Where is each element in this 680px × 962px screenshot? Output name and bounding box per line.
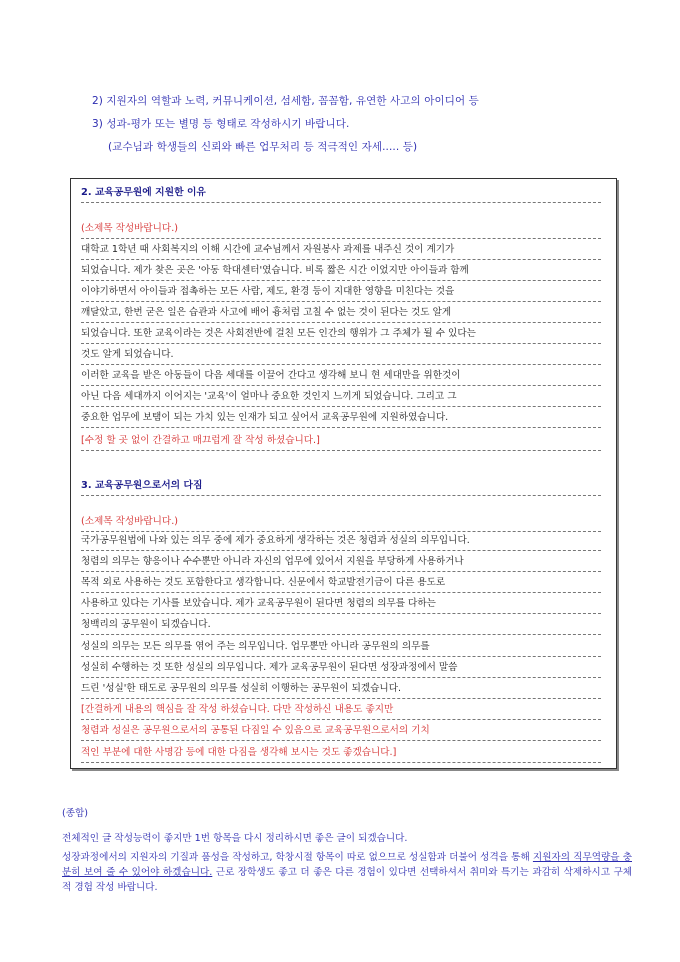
- section-2-line: 되었습니다. 제가 찾은 곳은 '아동 학대센터'였습니다. 비록 짧은 시간 이었지만 아이들과 함께: [81, 261, 601, 281]
- summary-text: 근로 장학생도 좋고 더 좋은 다른 경험이 있다면 선택하셔서 취미와 특기는 과감히 삭제하시고 구체적 경험 작성 바랍니다.: [62, 867, 632, 893]
- section-3-line: 국가공무원법에 나와 있는 의무 중에 제가 중요하게 생각하는 것은 청렴과 성실의 의무입니다.: [81, 531, 601, 551]
- instruction-line-3: 3) 성과-평가 또는 별명 등 형태로 작성하시기 바랍니다.: [92, 118, 350, 130]
- section-2-line: 아닌 다음 세대까지 이어지는 '교육'이 얼마나 중요한 것인지 느끼게 되었습니다. 그리고 그: [81, 387, 601, 407]
- summary-title: (종합): [62, 808, 89, 819]
- section-3-line: 사용하고 있다는 기사를 보았습니다. 제가 교육공무원이 된다면 청렴의 의무를 다하는: [81, 594, 601, 614]
- summary-line-1: 전체적인 글 작성능력이 좋지만 1번 항목을 다시 정리하시면 좋은 글이 되겠습니다.: [62, 833, 408, 844]
- section-3-line: 청백리의 공무원이 되겠습니다.: [81, 615, 601, 635]
- section-3-subtitle: (소제목 작성바랍니다.): [81, 512, 601, 532]
- section-3-line: 드린 '성실'한 태도로 공무원의 의무를 성실히 이행하는 공무원이 되겠습니다.: [81, 679, 601, 699]
- instruction-line-example: (교수님과 학생들의 신뢰와 빠른 업무처리 등 적극적인 자세..... 등): [108, 141, 418, 153]
- section-2-heading: 2. 교육공무원에 지원한 이유: [81, 183, 601, 203]
- essay-box: [70, 178, 617, 769]
- summary-text: 성장과정에서의 지원자의 기질과 품성을 작성하고, 학창시절 항목이 따로 없으므로 성실함과 더불어 성격을 통해: [62, 852, 533, 863]
- section-3-review-comment: 적인 부분에 대한 사명감 등에 대한 다짐을 생각해 보시는 것도 좋겠습니다.]: [81, 743, 601, 763]
- section-2-line: 중요한 업무에 보탬이 되는 가치 있는 인재가 되고 싶어서 교육공무원에 지원하였습니다.: [81, 408, 601, 428]
- section-2-review-comment: [수정 할 곳 없이 간결하고 매끄럽게 잘 작성 하셨습니다.]: [81, 431, 601, 451]
- section-3-review-comment: 청렴과 성실은 공무원으로서의 공통된 다짐일 수 있음으로 교육공무원으로서의 기치: [81, 721, 601, 741]
- instruction-line-2: 2) 지원자의 역할과 노력, 커뮤니케이션, 섬세함, 꼼꼼함, 유연한 사고의 아이디어 등: [92, 95, 479, 107]
- section-2-line: 되었습니다. 또한 교육이라는 것은 사회전반에 걸친 모든 인간의 행위가 그 주체가 될 수 있다는: [81, 324, 601, 344]
- section-3-line: 청렴의 의무는 향응이나 수수뿐만 아니라 자신의 업무에 있어서 지원을 부당하게 사용하거나: [81, 552, 601, 572]
- section-2-line: 대학교 1학년 때 사회복지의 이해 시간에 교수님께서 자원봉사 과제를 내주신 것이 계기가: [81, 240, 601, 260]
- section-2-line: 이러한 교육을 받은 아동들이 다음 세대를 이끌어 간다고 생각해 보니 현 세대만을 위한것이: [81, 366, 601, 386]
- section-3-line: 성실히 수행하는 것 또한 성실의 의무입니다. 제가 교육공무원이 된다면 성장과정에서 말씀: [81, 658, 601, 678]
- section-2-subtitle: (소제목 작성바랍니다.): [81, 219, 601, 239]
- section-2-line: 것도 알게 되었습니다.: [81, 345, 601, 365]
- section-3-line: 성실의 의무는 모든 의무를 엮어 주는 의무입니다. 업무뿐만 아니라 공무원의 의무를: [81, 637, 601, 657]
- summary-paragraph: [62, 850, 632, 895]
- section-3-line: 목적 외로 사용하는 것도 포함한다고 생각합니다. 신문에서 학교발전기금이 다른 용도로: [81, 573, 601, 593]
- summary-underlined-text: 지원자의 직무역량을 충분히 보여 줄 수 있어야 하겠습니다.: [62, 852, 632, 878]
- section-2-line: 이야기하면서 아이들과 접촉하는 모든 사람, 제도, 환경 등이 지대한 영향을 미친다는 것을: [81, 282, 601, 302]
- section-3-heading: 3. 교육공무원으로서의 다짐: [81, 476, 601, 496]
- section-3-review-comment: [간결하게 내용의 핵심을 잘 작성 하셨습니다. 다만 작성하신 내용도 좋지만: [81, 700, 601, 720]
- section-2-line: 깨달았고, 한번 굳은 일은 습관과 사고에 배어 흉처럼 고칠 수 없는 것이 된다는 것도 알게: [81, 303, 601, 323]
